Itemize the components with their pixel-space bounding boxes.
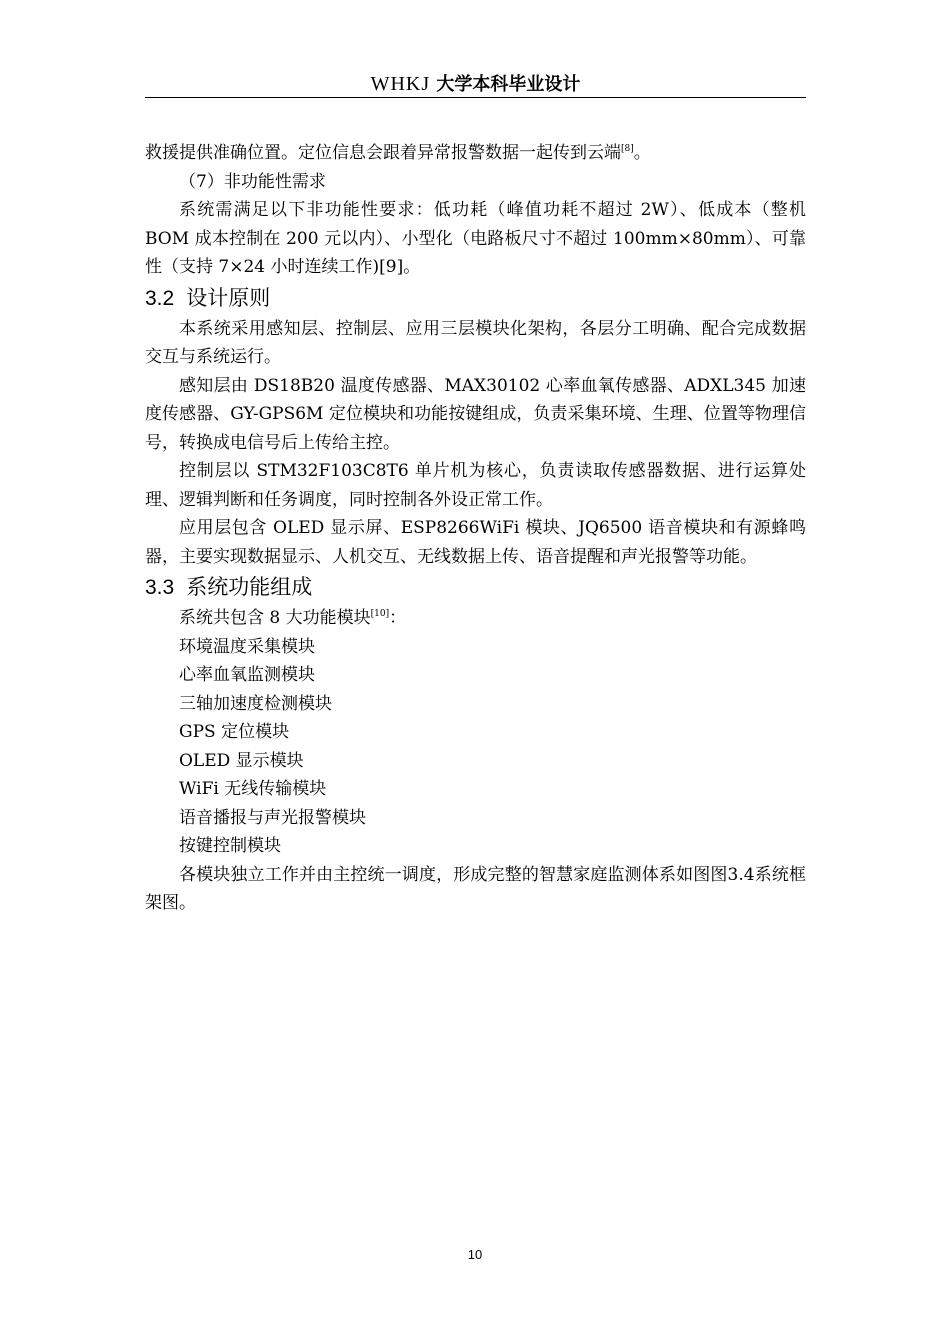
paragraph-architecture: 本系统采用感知层、控制层、应用三层模块化架构，各层分工明确、配合完成数据交互与系统运行。 [145, 318, 806, 367]
page-header [145, 70, 806, 99]
list-item: 环境温度采集模块 [179, 636, 315, 657]
paragraph-perception-layer: 感知层由 DS18B20 温度传感器、MAX30102 心率血氧传感器、ADXL345 加速度传感器、GY-GPS6M 定位模块和功能按键组成，负责采集环境、生理、位置等物理信号，转换成电信号后上传给主控。 [145, 375, 806, 453]
list-item: 心率血氧监测模块 [179, 665, 315, 685]
section-heading-3-2: 3.2 设计原则 [145, 285, 271, 310]
paragraph-modules-intro: 系统共包含 8 大功能模块[10]： [179, 608, 407, 628]
list-item: 语音播报与声光报警模块 [179, 807, 366, 828]
page-number: 10 [467, 1247, 483, 1262]
citation-8: [8] [621, 144, 634, 154]
paragraph-control-layer: 控制层以 STM32F103C8T6 单片机为核心，负责读取传感器数据、进行运算处理、逻辑判断和任务调度，同时控制各外设正常工作。 [145, 461, 806, 510]
header-title: 大学本科毕业设计 [436, 74, 581, 95]
list-item: WiFi 无线传输模块 [179, 779, 327, 799]
list-item: 按键控制模块 [179, 836, 281, 856]
header-rule [145, 97, 806, 98]
subheading-nonfunctional: （7）非功能性需求 [179, 171, 326, 192]
list-item: GPS 定位模块 [179, 722, 290, 742]
page-body [145, 139, 806, 918]
paragraph-application-layer: 应用层包含 OLED 显示屏、ESP8266WiFi 模块、JQ6500 语音模块和有源蜂鸣器，主要实现数据显示、人机交互、无线数据上传、语音提醒和声光报警等功能。 [145, 518, 806, 567]
header-brand: WHKJ [370, 73, 431, 95]
citation-10: [10] [370, 609, 390, 619]
paragraph-continuation: 救援提供准确位置。定位信息会跟着异常报警数据一起传到云端[8]。 [145, 143, 651, 163]
section-heading-3-3: 3.3 系统功能组成 [145, 575, 313, 599]
list-item: 三轴加速度检测模块 [179, 693, 332, 714]
list-item: OLED 显示模块 [179, 750, 304, 771]
paragraph-closing: 各模块独立工作并由主控统一调度，形成完整的智慧家庭监测体系如图图3.4系统框架图。 [145, 864, 806, 913]
paragraph-nonfunctional: 系统需满足以下非功能性要求：低功耗（峰值功耗不超过 2W）、低成本（整机 BOM 成本控制在 200 元以内）、小型化（电路板尺寸不超过 100mm×80mm）、可靠性（支持 7×24 小时连续工作)[9]。 [145, 200, 806, 277]
